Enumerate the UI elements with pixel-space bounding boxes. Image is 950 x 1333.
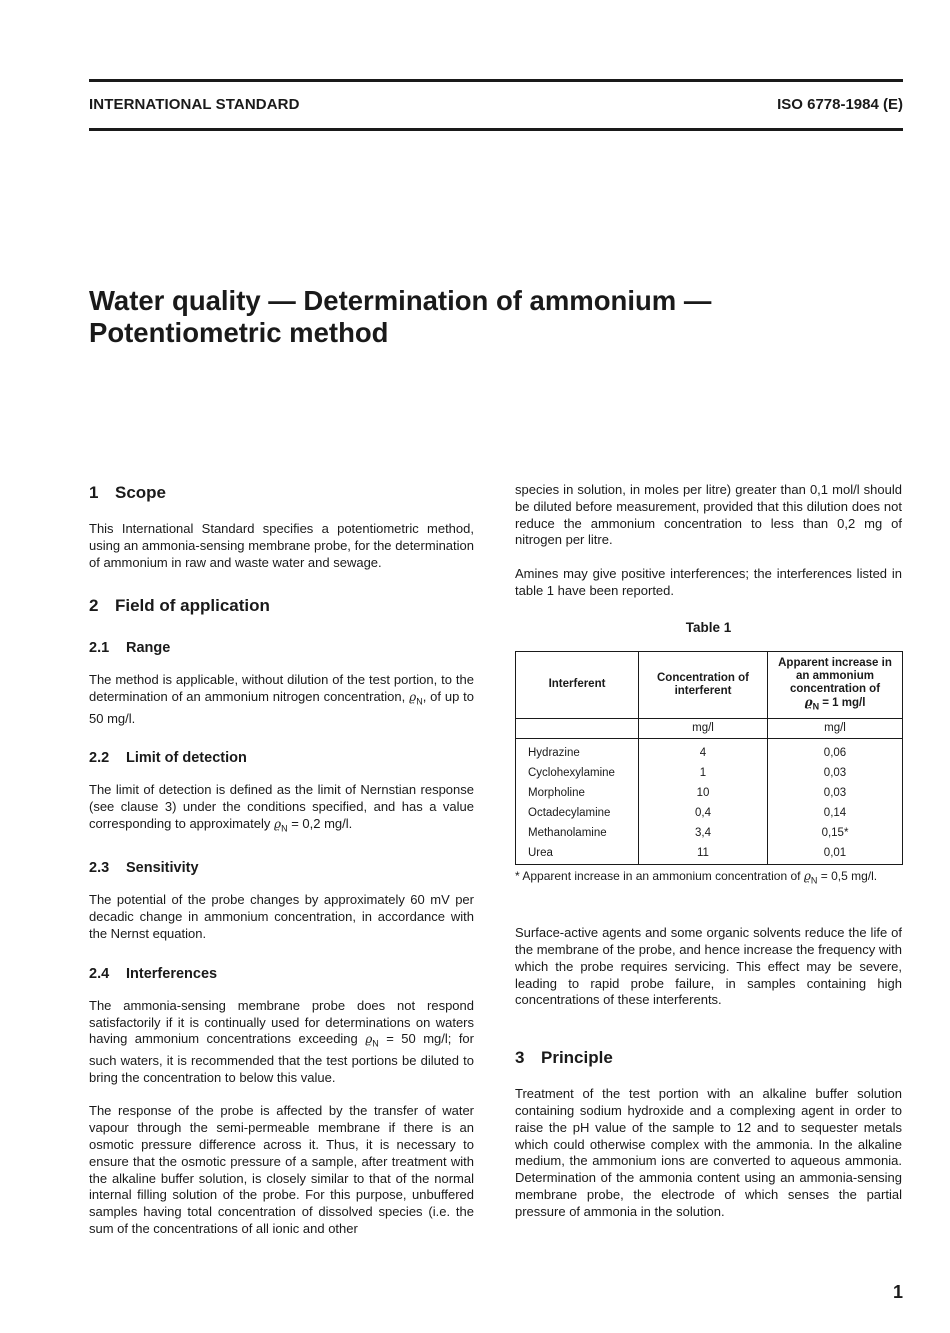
table-1 <box>515 651 903 865</box>
table-unit-blank <box>516 718 639 738</box>
section-2-4-heading: 2.4 Interferences <box>89 965 218 982</box>
section-2-2-heading: 2.2 Limit of detection <box>89 750 247 767</box>
section-2-heading: 2 Field of application <box>89 596 270 616</box>
section-3-heading: 3 Principle <box>515 1048 613 1068</box>
header-top-rule <box>89 79 903 82</box>
table-1-footnote: * Apparent increase in an ammonium concentration of $ϱ_N = 0,5$ mg/l. <box>515 868 878 886</box>
left-column <box>89 482 474 1255</box>
table-1-title: Table 1 <box>685 619 732 635</box>
section-2-4-text-2-continued: species in solution, in moles per litre) greater than 0,1 mol/l should be diluted before measurement, provided that this dilution does not reduce the ammonium concentration to less than 0,2 mg of nitrogen per litre. <box>515 482 902 548</box>
table-header-apparent: Apparent increase in an ammonium concentration of $ϱ_N = 1$ mg/l <box>768 651 903 718</box>
table-row: Hydrazine 4 0,06 <box>516 738 903 764</box>
header-document-id: ISO 6778-1984 (E) <box>777 96 903 113</box>
table-row: Morpholine 10 0,03 <box>516 784 903 804</box>
section-2-3-text: The potential of the probe changes by approximately 60 mV per decadic change in ammonium concentration, in accordance with the Nernst equation. <box>89 892 474 941</box>
table-row: Cyclohexylamine 1 0,03 <box>516 764 903 784</box>
title-line-1: Water quality — Determination of ammonium — <box>89 285 712 316</box>
table-row: Urea 11 0,01 <box>516 844 903 865</box>
title-line-2: Potentiometric method <box>89 317 389 348</box>
right-column <box>515 482 902 1238</box>
section-2-1-text: The method is applicable, without dilution of the test portion, to the determination of an ammonium nitrogen concentration, $ϱ_N$, of up to 50 mg/l. <box>89 672 474 726</box>
table-header-interferent: Interferent <box>516 651 639 718</box>
section-1-text: This International Standard specifies a potentiometric method, using an ammonia-sensing membrane probe, for the determination of ammonium in raw and waste water and sewage. <box>89 521 474 570</box>
header-standard-label: INTERNATIONAL STANDARD <box>89 96 300 113</box>
section-3-text: Treatment of the test portion with an alkaline buffer solution containing sodium hydroxide and a complexing agent in order to raise the pH value of the sample to 12 and to sequester metals which could otherwise complex with the ammonia. In the alkaline medium, the ammonium ions are converted to aqueous ammonia. Determination of the ammonia content using an ammonia-sensing membrane probe, the electrode of which senses the partial pressure of ammonia in the solution. <box>515 1086 902 1219</box>
table-unit-concentration: mg/l <box>639 718 768 738</box>
section-2-4-text-2: The response of the probe is affected by the transfer of water vapour through the semi-permeable membrane if there is an osmotic pressure difference across it. Thus, it is necessary to ensure that the osmotic pressure of a sample, after treatment with the alkaline buffer solution, is closely similar to that of the normal internal filling solution of the probe. For this purpose, unbuffered samples having total concentration of dissolved species (i.e. the sum of the concentrations of all ionic and other <box>89 1103 474 1236</box>
section-1-heading: 1 Scope <box>89 483 167 502</box>
document-title <box>89 285 711 349</box>
table-unit-apparent: mg/l <box>768 718 903 738</box>
section-2-4-text-3: Amines may give positive interferences; the interferences listed in table 1 have been reported. <box>515 566 902 598</box>
table-row: Methanolamine 3,4 0,15* <box>516 824 903 844</box>
page-number: 1 <box>892 1282 903 1302</box>
table-header-concentration: Concentration of interferent <box>639 651 768 718</box>
section-2-2-text: The limit of detection is defined as the limit of Nernstian response (see clause 3) under the conditions specified, and has a value corresponding to approximately $ϱ_N = 0,2$ mg/l. <box>89 782 474 834</box>
section-2-3-heading: 2.3 Sensitivity <box>89 860 199 877</box>
section-2-1-heading: 2.1 Range <box>89 640 171 657</box>
section-2-4-text-4: Surface-active agents and some organic solvents reduce the life of the membrane of the probe, and hence increase the frequency with which the probe requires servicing. This effect may be severe, leading to rapid probe failure, in samples containing high concentrations of these interferents. <box>515 925 902 1008</box>
header-bottom-rule <box>89 128 903 131</box>
section-2-4-text-1: The ammonia-sensing membrane probe does not respond satisfactorily if it is continually used for determinations on waters having ammonium concentrations exceeding $ϱ_N = 50$ mg/l; for such waters, it is recommended that the test portions be diluted to bring the concentration to below this value. <box>89 997 474 1085</box>
table-row: Octadecylamine 0,4 0,14 <box>516 804 903 824</box>
